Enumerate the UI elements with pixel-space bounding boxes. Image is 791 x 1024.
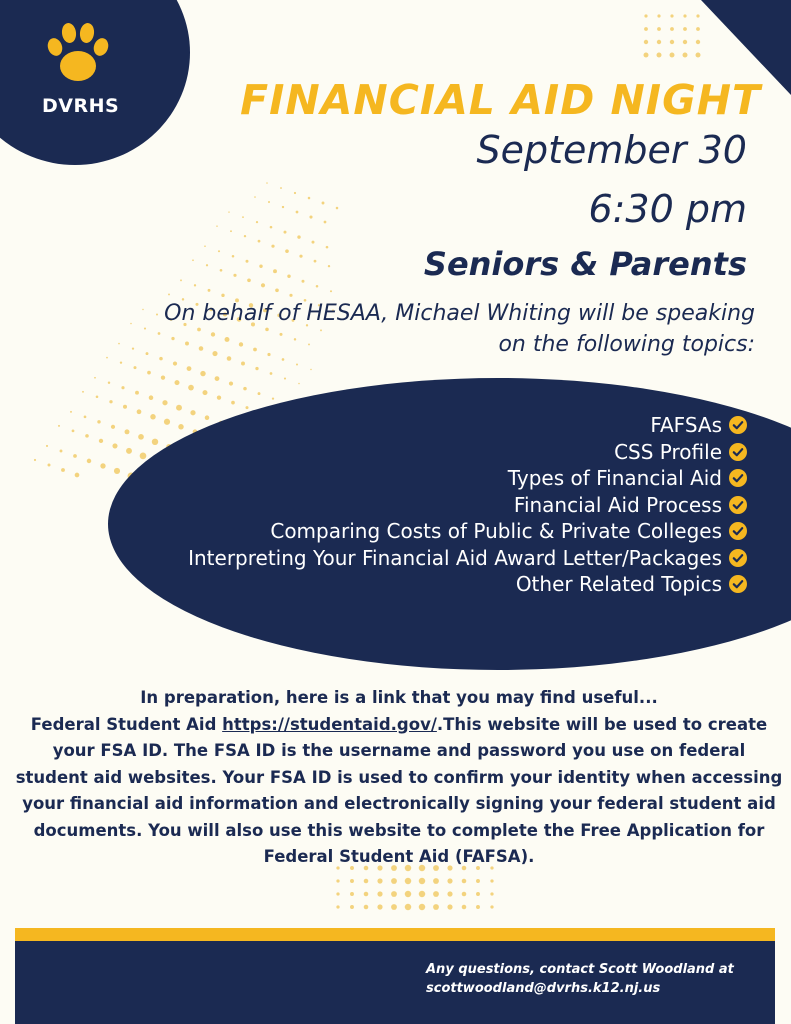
audience-heading: Seniors & Parents bbox=[423, 245, 747, 283]
event-date: September 30 bbox=[476, 128, 747, 172]
check-circle-icon bbox=[729, 469, 747, 487]
halftone-dot bbox=[137, 409, 142, 414]
topic-item bbox=[188, 518, 747, 545]
check-circle-icon bbox=[729, 443, 747, 461]
halftone-dot bbox=[294, 192, 296, 194]
check-circle-icon bbox=[729, 416, 747, 434]
halftone-dot bbox=[462, 905, 467, 910]
halftone-dot bbox=[328, 265, 330, 267]
halftone-dot bbox=[142, 309, 143, 310]
halftone-dot bbox=[94, 377, 96, 379]
halftone-dot bbox=[309, 215, 312, 218]
halftone-dot bbox=[644, 40, 648, 44]
halftone-dot bbox=[221, 294, 224, 297]
halftone-dot bbox=[433, 904, 439, 910]
halftone-dot bbox=[275, 288, 279, 292]
topic-label: Comparing Costs of Public & Private Colleges bbox=[270, 519, 722, 543]
halftone-dot bbox=[312, 241, 315, 244]
halftone-dot bbox=[112, 443, 117, 448]
halftone-dot bbox=[476, 892, 480, 896]
halftone-dot bbox=[168, 293, 170, 295]
halftone-dot bbox=[683, 53, 688, 58]
halftone-dot bbox=[176, 405, 182, 411]
topic-item bbox=[188, 492, 747, 519]
halftone-dot bbox=[433, 891, 439, 897]
halftone-dot bbox=[96, 395, 99, 398]
halftone-dot bbox=[272, 397, 274, 399]
halftone-dot bbox=[377, 904, 382, 909]
halftone-dot bbox=[670, 14, 673, 17]
topics-list bbox=[188, 412, 747, 598]
halftone-dot bbox=[266, 182, 268, 184]
halftone-dot bbox=[377, 878, 382, 883]
topic-label: Interpreting Your Financial Aid Award Letter/Packages bbox=[188, 545, 722, 570]
halftone-dot bbox=[232, 255, 235, 258]
halftone-dot bbox=[405, 891, 411, 897]
topic-item bbox=[188, 412, 747, 439]
halftone-dot bbox=[657, 40, 661, 44]
halftone-dot bbox=[644, 27, 648, 31]
halftone-dot bbox=[164, 419, 170, 425]
halftone-dot bbox=[391, 878, 397, 884]
halftone-dot bbox=[220, 269, 223, 272]
event-time: 6:30 pm bbox=[588, 187, 747, 231]
halftone-dot bbox=[670, 27, 674, 31]
halftone-dot bbox=[284, 231, 287, 234]
halftone-dot bbox=[270, 372, 273, 375]
halftone-dot bbox=[85, 434, 89, 438]
halftone-dot bbox=[114, 468, 120, 474]
halftone-dot bbox=[297, 235, 300, 238]
halftone-dot bbox=[285, 249, 289, 253]
prep-body: .This website will be used to create your FSA ID. The FSA ID is the username and password you use on federal student aid websites. Your FSA ID is used to confirm your identity when accessing your financial aid information and electronically signing your federal student aid documents. You will also use this website to complete the Free Application for Federal Student Aid (FAFSA). bbox=[15, 714, 783, 866]
halftone-dot bbox=[120, 361, 122, 363]
halftone-dot bbox=[70, 411, 72, 413]
halftone-dot bbox=[261, 283, 265, 287]
halftone-dot bbox=[391, 904, 397, 910]
halftone-dot bbox=[108, 381, 110, 383]
halftone-dot bbox=[46, 445, 48, 447]
halftone-dot bbox=[75, 473, 80, 478]
halftone-dot bbox=[204, 245, 206, 247]
topic-label: Types of Financial Aid bbox=[507, 466, 722, 490]
halftone-dot bbox=[121, 386, 124, 389]
halftone-dot bbox=[162, 400, 167, 405]
topic-label: Financial Aid Process bbox=[513, 492, 722, 517]
preparation-paragraph bbox=[14, 685, 784, 871]
halftone-dot bbox=[316, 285, 319, 288]
halftone-dot bbox=[336, 905, 339, 908]
halftone-dot bbox=[247, 278, 251, 282]
halftone-dot bbox=[243, 387, 247, 391]
halftone-dot bbox=[364, 892, 369, 897]
halftone-dot bbox=[405, 878, 411, 884]
halftone-dot bbox=[287, 275, 290, 278]
halftone-dot bbox=[125, 429, 130, 434]
halftone-dot bbox=[336, 892, 339, 895]
halftone-dot bbox=[336, 207, 339, 210]
halftone-dot bbox=[111, 425, 115, 429]
studentaid-link[interactable]: https://studentaid.gov/ bbox=[222, 714, 437, 734]
halftone-dot bbox=[284, 377, 286, 379]
topic-item bbox=[188, 439, 747, 466]
halftone-dot bbox=[133, 366, 136, 369]
intro-text: On behalf of HESAA, Michael Whiting will be speaking on the following topics: bbox=[164, 301, 755, 357]
halftone-dot bbox=[187, 366, 192, 371]
halftone-dot bbox=[60, 449, 63, 452]
topic-label: FAFSAs bbox=[650, 413, 722, 437]
halftone-dot bbox=[146, 352, 149, 355]
halftone-dot bbox=[268, 201, 270, 203]
halftone-dot bbox=[391, 891, 397, 897]
halftone-dot bbox=[215, 376, 220, 381]
halftone-dot bbox=[350, 892, 354, 896]
topic-item bbox=[188, 571, 747, 598]
halftone-dot bbox=[364, 905, 369, 910]
halftone-dot bbox=[87, 459, 92, 464]
halftone-dot bbox=[192, 259, 194, 261]
halftone-dot bbox=[84, 415, 87, 418]
halftone-dot bbox=[419, 891, 425, 897]
halftone-dot bbox=[99, 439, 103, 443]
halftone-dot bbox=[217, 395, 221, 399]
halftone-dot bbox=[258, 392, 261, 395]
halftone-dot bbox=[140, 453, 147, 460]
halftone-dot bbox=[208, 289, 211, 292]
halftone-dot bbox=[149, 395, 154, 400]
contact-line: Any questions, contact Scott Woodland at bbox=[426, 962, 734, 977]
halftone-dot bbox=[259, 265, 262, 268]
check-circle-icon bbox=[729, 496, 747, 514]
halftone-dot bbox=[216, 225, 218, 227]
halftone-dot bbox=[490, 879, 493, 882]
halftone-dot bbox=[97, 420, 100, 423]
school-name: DVRHS bbox=[42, 95, 120, 117]
halftone-dot bbox=[476, 905, 480, 909]
footer-gold-stripe bbox=[15, 928, 775, 941]
halftone-dot bbox=[322, 202, 325, 205]
halftone-dot bbox=[73, 454, 77, 458]
halftone-dot bbox=[132, 347, 134, 349]
halftone-dot bbox=[657, 27, 661, 31]
event-title: FINANCIAL AID NIGHT bbox=[240, 76, 761, 124]
halftone-dot bbox=[242, 216, 244, 218]
halftone-dot bbox=[296, 211, 299, 214]
halftone-dot bbox=[123, 405, 127, 409]
halftone-dot bbox=[670, 40, 674, 44]
halftone-dot bbox=[202, 390, 207, 395]
halftone-dot bbox=[229, 382, 233, 386]
halftone-dot bbox=[462, 879, 467, 884]
halftone-dot bbox=[228, 211, 229, 212]
halftone-dot bbox=[364, 879, 369, 884]
halftone-dot bbox=[683, 14, 686, 17]
halftone-dot bbox=[299, 255, 302, 258]
halftone-dot bbox=[200, 371, 205, 376]
halftone-dot bbox=[147, 371, 151, 375]
halftone-dot bbox=[296, 363, 298, 365]
halftone-dot bbox=[258, 240, 261, 243]
halftone-dot bbox=[273, 269, 277, 273]
halftone-dot bbox=[118, 343, 120, 345]
halftone-dot bbox=[135, 391, 139, 395]
halftone-dot bbox=[255, 367, 258, 370]
halftone-dot bbox=[174, 380, 179, 385]
halftone-dot bbox=[419, 878, 425, 884]
check-circle-icon bbox=[729, 522, 747, 540]
halftone-dot bbox=[350, 905, 354, 909]
halftone-dot bbox=[230, 230, 232, 232]
halftone-dot bbox=[180, 279, 182, 281]
halftone-dot bbox=[447, 891, 452, 896]
topic-label: Other Related Topics bbox=[515, 572, 722, 596]
halftone-dot bbox=[244, 235, 246, 237]
halftone-dot bbox=[326, 246, 329, 249]
halftone-dot bbox=[298, 383, 300, 385]
contact-info bbox=[426, 960, 776, 998]
halftone-dot bbox=[245, 406, 248, 409]
halftone-dot bbox=[314, 260, 317, 263]
halftone-dot bbox=[254, 196, 256, 198]
halftone-dot bbox=[130, 323, 132, 325]
halftone-dot bbox=[61, 468, 65, 472]
halftone-dot bbox=[280, 187, 282, 189]
halftone-dot bbox=[178, 424, 183, 429]
halftone-dot bbox=[231, 401, 235, 405]
halftone-dot bbox=[350, 879, 354, 883]
halftone-dot bbox=[289, 294, 292, 297]
check-circle-icon bbox=[729, 549, 747, 567]
halftone-dot bbox=[161, 375, 165, 379]
halftone-dot bbox=[194, 284, 196, 286]
halftone-dot bbox=[447, 878, 452, 883]
halftone-dot bbox=[218, 250, 220, 252]
halftone-dot bbox=[109, 400, 112, 403]
halftone-dot bbox=[152, 439, 158, 445]
halftone-dot bbox=[462, 892, 467, 897]
halftone-dot bbox=[48, 464, 51, 467]
halftone-dot bbox=[206, 264, 208, 266]
halftone-dot bbox=[683, 27, 687, 31]
contact-email[interactable]: scottwoodland@dvrhs.k12.nj.us bbox=[426, 981, 661, 996]
halftone-dot bbox=[270, 226, 273, 229]
halftone-dot bbox=[670, 53, 675, 58]
halftone-dot bbox=[144, 327, 146, 329]
topic-item bbox=[188, 545, 747, 572]
halftone-dot bbox=[58, 425, 60, 427]
halftone-dot bbox=[476, 879, 480, 883]
link-prefix: Federal Student Aid bbox=[30, 714, 223, 734]
halftone-dot bbox=[657, 14, 660, 17]
halftone-dot bbox=[126, 448, 132, 454]
halftone-dot bbox=[233, 274, 236, 277]
check-circle-icon bbox=[729, 575, 747, 593]
halftone-dot bbox=[644, 53, 649, 58]
halftone-dot bbox=[447, 904, 452, 909]
halftone-dot bbox=[256, 221, 258, 223]
prep-lead: In preparation, here is a link that you may find useful... bbox=[140, 688, 658, 707]
halftone-dot bbox=[241, 362, 245, 366]
topic-item bbox=[188, 465, 747, 492]
halftone-dot bbox=[405, 904, 411, 910]
halftone-dot bbox=[433, 878, 439, 884]
paw-icon bbox=[45, 20, 111, 86]
halftone-dot bbox=[188, 385, 194, 391]
halftone-dot bbox=[330, 290, 332, 292]
halftone-dot bbox=[683, 40, 687, 44]
halftone-dot bbox=[419, 904, 425, 910]
halftone-dot bbox=[100, 463, 105, 468]
halftone-dot bbox=[324, 221, 327, 224]
halftone-dot bbox=[490, 892, 493, 895]
halftone-dot bbox=[138, 434, 144, 440]
halftone-dot bbox=[302, 280, 305, 283]
halftone-dot bbox=[308, 197, 311, 200]
halftone-dot bbox=[657, 53, 662, 58]
halftone-dot bbox=[150, 414, 155, 419]
halftone-dot bbox=[271, 245, 274, 248]
halftone-dot bbox=[310, 369, 311, 370]
halftone-dot bbox=[282, 206, 284, 208]
halftone-dot bbox=[336, 879, 339, 882]
halftone-dot bbox=[72, 429, 75, 432]
halftone-dot bbox=[644, 14, 647, 17]
halftone-dot bbox=[246, 260, 249, 263]
halftone-dot bbox=[106, 357, 108, 359]
halftone-dot bbox=[173, 362, 177, 366]
halftone-dot bbox=[34, 459, 36, 461]
halftone-dot bbox=[377, 891, 382, 896]
halftone-dot bbox=[82, 391, 84, 393]
halftone-dot bbox=[490, 905, 493, 908]
topic-label: CSS Profile bbox=[614, 439, 722, 464]
